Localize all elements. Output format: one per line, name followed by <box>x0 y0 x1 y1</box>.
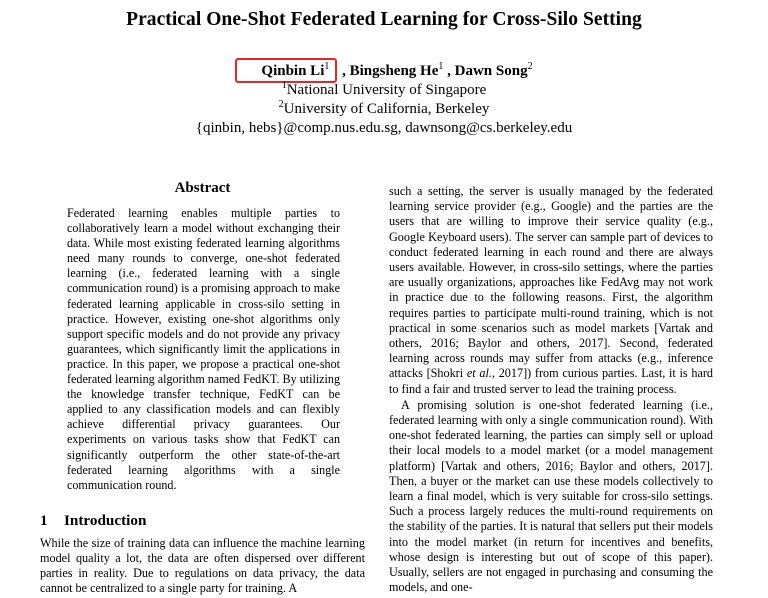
right-column <box>389 184 713 595</box>
paper-title: Practical One-Shot Federated Learning for Cross-Silo Setting <box>126 9 642 30</box>
abstract-heading: Abstract <box>174 180 231 196</box>
paragraph-text: such a setting, the server is usually managed by the federated learning service provider (e.g., Google) and the parties are the users that are willing to improve their service quality (e.g., Google Keyboard users). The server can sample part of devices to conduct federated learning in each round and there are always users available. However, in cross-silo settings, where the parties are usually organizations, approaches like FedAvg may not work in practice due to the following reasons. First, the algorithm requires parties to participate multi-round training, which is not practical in some scenarios such as model markets [Vartak and others, 2016; Baylor and others, 2017]. Second, federated learning across rounds may suffer from attacks (e.g., inference attacks [Shokri <box>389 184 713 381</box>
abstract-text: Federated learning enables multiple parties to collaboratively learn a model without exchanging their data. While most existing federated learning algorithms need many rounds to converge, one-shot federated learning (i.e., federated learning with a single communication round) is a promising approach to make federated learning applicable in cross-silo setting in practice. However, existing one-shot algorithms only support specific models and do not provide any privacy guarantees, which significantly limit the applications in practice. In this paper, we propose a practical one-shot federated learning algorithm named FedKT. By utilizing the knowledge transfer technique, FedKT can be applied to any classification models and can flexibly achieve differential privacy guarantees. Our experiments on various tasks show that FedKT can significantly outperform the other state-of-the-art federated learning algorithms with a single communication round. <box>67 206 340 492</box>
author-name: Dawn Song <box>454 63 528 79</box>
author-affil-mark: 1 <box>438 61 444 72</box>
author-separator: , <box>443 63 451 79</box>
citation-emphasis: et al. <box>466 366 492 381</box>
section-heading-introduction <box>40 512 365 530</box>
affiliation <box>0 80 768 99</box>
affil-mark: 1 <box>281 80 287 91</box>
author-separator: , <box>338 63 346 79</box>
affil-text: National University of Singapore <box>286 82 487 98</box>
section-title: Introduction <box>64 511 147 529</box>
author-affil-mark: 2 <box>527 61 533 72</box>
left-column <box>40 180 365 597</box>
affiliation <box>0 99 768 118</box>
paragraph-text: , 2017]) from curious parties. Last, it is hard to find a fair and trusted server to lead the training process. <box>389 366 714 396</box>
author-name: Bingsheng He <box>349 63 439 79</box>
intro-paragraph: While the size of training data can influence the machine learning model quality a lot, the data are often dispersed over different parties in reality. Due to regulations on data privacy, the data cannot be centralized to a single party for training. A <box>40 535 365 596</box>
author-name: Qinbin Li <box>261 63 325 79</box>
body-paragraph <box>389 184 713 397</box>
body-paragraph: A promising solution is one-shot federated learning (i.e., federated learning with only a single communication round). With one-shot federated learning, the parties can simply sell or upload their local models to a model market (or a model management platform) [Vartak and others, 2016; Baylor and others, 2017]. Then, a buyer or the market can use these models collectively to learn a final model, which is very suitable for cross-silo settings. Such a process largely reduces the multi-round requirements on the stability of the parties. It is natural that sellers put their models into the model market (in return for incentives and benefits, whose design is interesting but out of scope of this paper). Usually, sellers are not engaged in purchasing and consuming the models, and one- <box>389 397 713 595</box>
affil-text: University of California, Berkeley <box>283 101 490 117</box>
section-number: 1 <box>40 511 48 529</box>
affil-mark: 2 <box>278 99 284 110</box>
author-emails: {qinbin, hebs}@comp.nus.edu.sg, dawnsong@cs.berkeley.edu <box>195 120 573 136</box>
author-affil-mark: 1 <box>324 61 330 72</box>
